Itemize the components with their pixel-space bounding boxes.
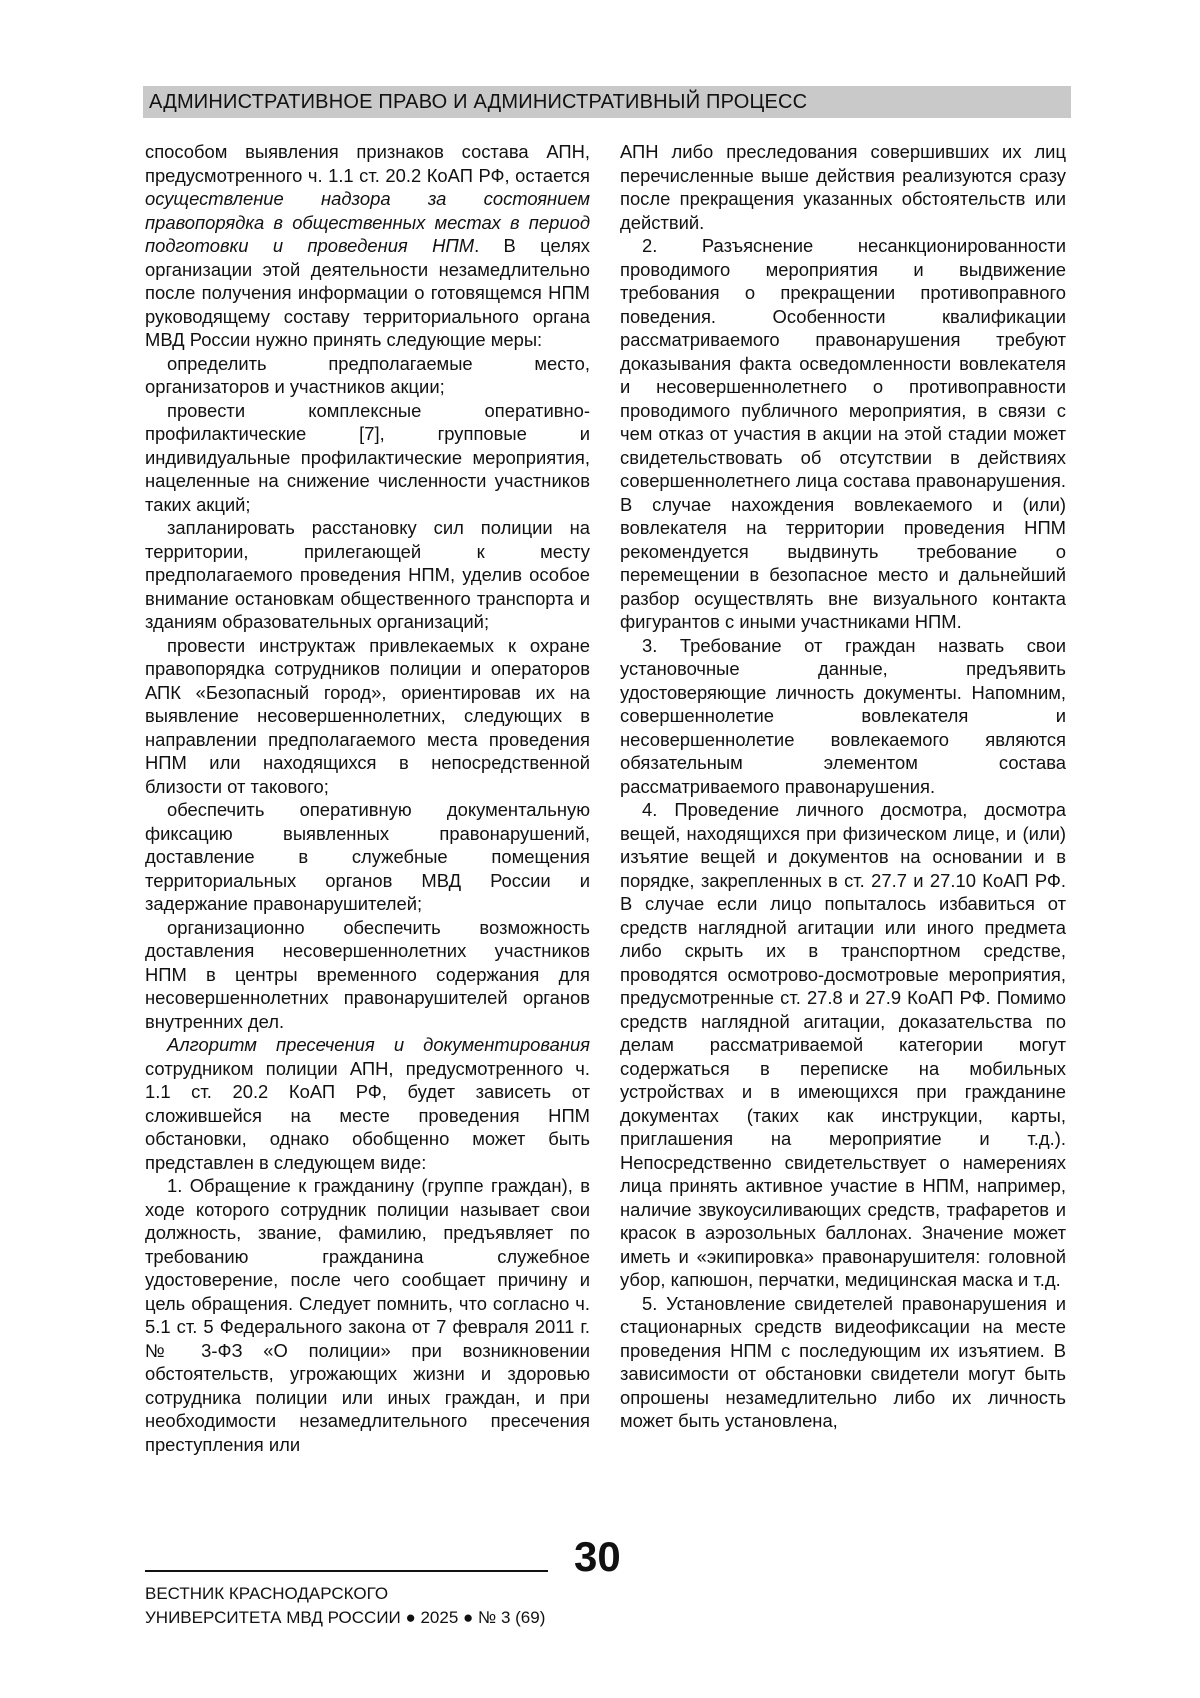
list-item: определить предполагаемые место, организаторов и участников акции; [145, 352, 590, 397]
right-column [620, 140, 1066, 1433]
list-item: организационно обеспечить возможность доставления несовершеннолетних участников НПМ в центры временного содержания для несовершеннолетних правонарушителей органов внутренних дел. [145, 916, 590, 1032]
list-item: провести комплексные оперативно-профилактические [7], групповые и индивидуальные профилактические мероприятия, нацеленные на снижение численности участников таких акций; [145, 399, 590, 515]
list-item: запланировать расстановку сил полиции на территории, прилегающей к месту предполагаемого проведения НПМ, уделив особое внимание остановкам общественного транспорта и зданиям образовательных организаций; [145, 517, 590, 632]
paragraph-step-2: 2. Разъяснение несанкционированности проводимого мероприятия и выдвижение требования о прекращении противоправного поведения. Особенности квалификации рассматриваемого правонарушения требуют доказывания факта осведомленности вовлекателя и несовершеннолетнего о противоправности проводимого публичного мероприятия, в связи с чем отказ от участия в акции на этой стадии может свидетельствовать об отсутствии в действиях совершеннолетнего лица состава правонарушения. В случае нахождения вовлекаемого и (или) вовлекателя на территории проведения НПМ рекомендуется выдвинуть требование о перемещении в безопасное место и дальнейший разбор осуществлять вне визуального контакта фигурантов с иными участниками НПМ. [620, 235, 1066, 632]
journal-title-line-2: УНИВЕРСИТЕТА МВД РОССИИ ● 2025 ● № 3 (69) [145, 1608, 546, 1627]
list-item: обеспечить оперативную документальную фиксацию выявленных правонарушений, доставление в служебные помещения территориальных органов МВД России и задержание правонарушителей; [145, 799, 590, 914]
journal-title-line-1: ВЕСТНИК КРАСНОДАРСКОГО [145, 1584, 389, 1603]
left-column [145, 140, 590, 1456]
paragraph-algorithm: Алгоритм пресечения и документирования сотрудником полиции АПН, предусмотренного ч. 1.1 ст. 20.2 КоАП РФ, будет зависеть от сложившейся на месте проведения НПМ обстановки, однако обобщенно может быть представлен в следующем виде: [145, 1034, 590, 1173]
page-number: 30 [574, 1533, 621, 1580]
list-item: провести инструктаж привлекаемых к охране правопорядка сотрудников полиции и операторов АПК «Безопасный город», ориентировав их на выявление несовершеннолетних, следующих в направлении предполагаемого места проведения НПМ или находящихся в непосредственной близости от такового; [145, 634, 590, 797]
paragraph-step-4: 4. Проведение личного досмотра, досмотра вещей, находящихся при физическом лице, и (или) изъятие вещей и документов на основании и в порядке, закрепленных в ст. 27.7 и 27.10 КоАП РФ. В случае если лицо попыталось избавиться от средств наглядной агитации или иного предмета либо скрыть их в транспортном средстве, проводятся осмотрово-досмотровые мероприятия, предусмотренные ст. 27.8 и 27.9 КоАП РФ. Помимо средств наглядной агитации, доказательства по делам рассматриваемой категории могут содержаться в переписке на мобильных устройствах и в имеющихся при гражданине документах (таких как инструкции, карты, приглашения на мероприятие и т.д.). Непосредственно свидетельствует о намерениях лица принять активное участие в НПМ, например, наличие звукоусиливающих средств, трафаретов и красок в аэрозольных баллонах. Значение может иметь и «экипировка» правонарушителя: головной убор, капюшон, перчатки, медицинская маска и т.д. [620, 799, 1066, 1290]
paragraph-step-5: 5. Установление свидетелей правонарушения и стационарных средств видеофиксации на месте проведения НПМ с последующим их изъятием. В зависимости от обстановки свидетели могут быть опрошены незамедлительно либо их личность может быть установлена, [620, 1292, 1066, 1431]
paragraph-step-3: 3. Требование от граждан назвать свои установочные данные, предъявить удостоверяющие личность документы. Напомним, совершеннолетие вовлекателя и несовершеннолетие вовлекаемого являются обязательным элементом состава рассматриваемого правонарушения. [620, 634, 1066, 797]
paragraph-intro: способом выявления признаков состава АПН, предусмотренного ч. 1.1 ст. 20.2 КоАП РФ, остается осуществление надзора за состоянием правопорядка в общественных местах в период подготовки и проведения НПМ. В целях организации этой деятельности незамедлительно после получения информации о готовящемся НПМ руководящему составу территориального органа МВД России нужно принять следующие меры: [145, 141, 590, 350]
paragraph-continuation: АПН либо преследования совершивших их лиц перечисленные выше действия реализуются сразу после прекращения указанных обстоятельств или действий. [620, 141, 1066, 233]
paragraph-step-1: 1. Обращение к гражданину (группе граждан), в ходе которого сотрудник полиции называет свои должность, звание, фамилию, предъявляет по требованию гражданина служебное удостоверение, после чего сообщает причину и цель обращения. Следует помнить, что согласно ч. 5.1 ст. 5 Федерального закона от 7 февраля 2011 г. № 3-ФЗ «О полиции» при возникновении обстоятельств, угрожающих жизни и здоровью сотрудника полиции или иных граждан, и при необходимости незамедлительного пресечения преступления или [145, 1175, 590, 1455]
section-title: АДМИНИСТРАТИВНОЕ ПРАВО И АДМИНИСТРАТИВНЫЙ ПРОЦЕСС [149, 91, 808, 113]
footer-divider [145, 1570, 548, 1572]
